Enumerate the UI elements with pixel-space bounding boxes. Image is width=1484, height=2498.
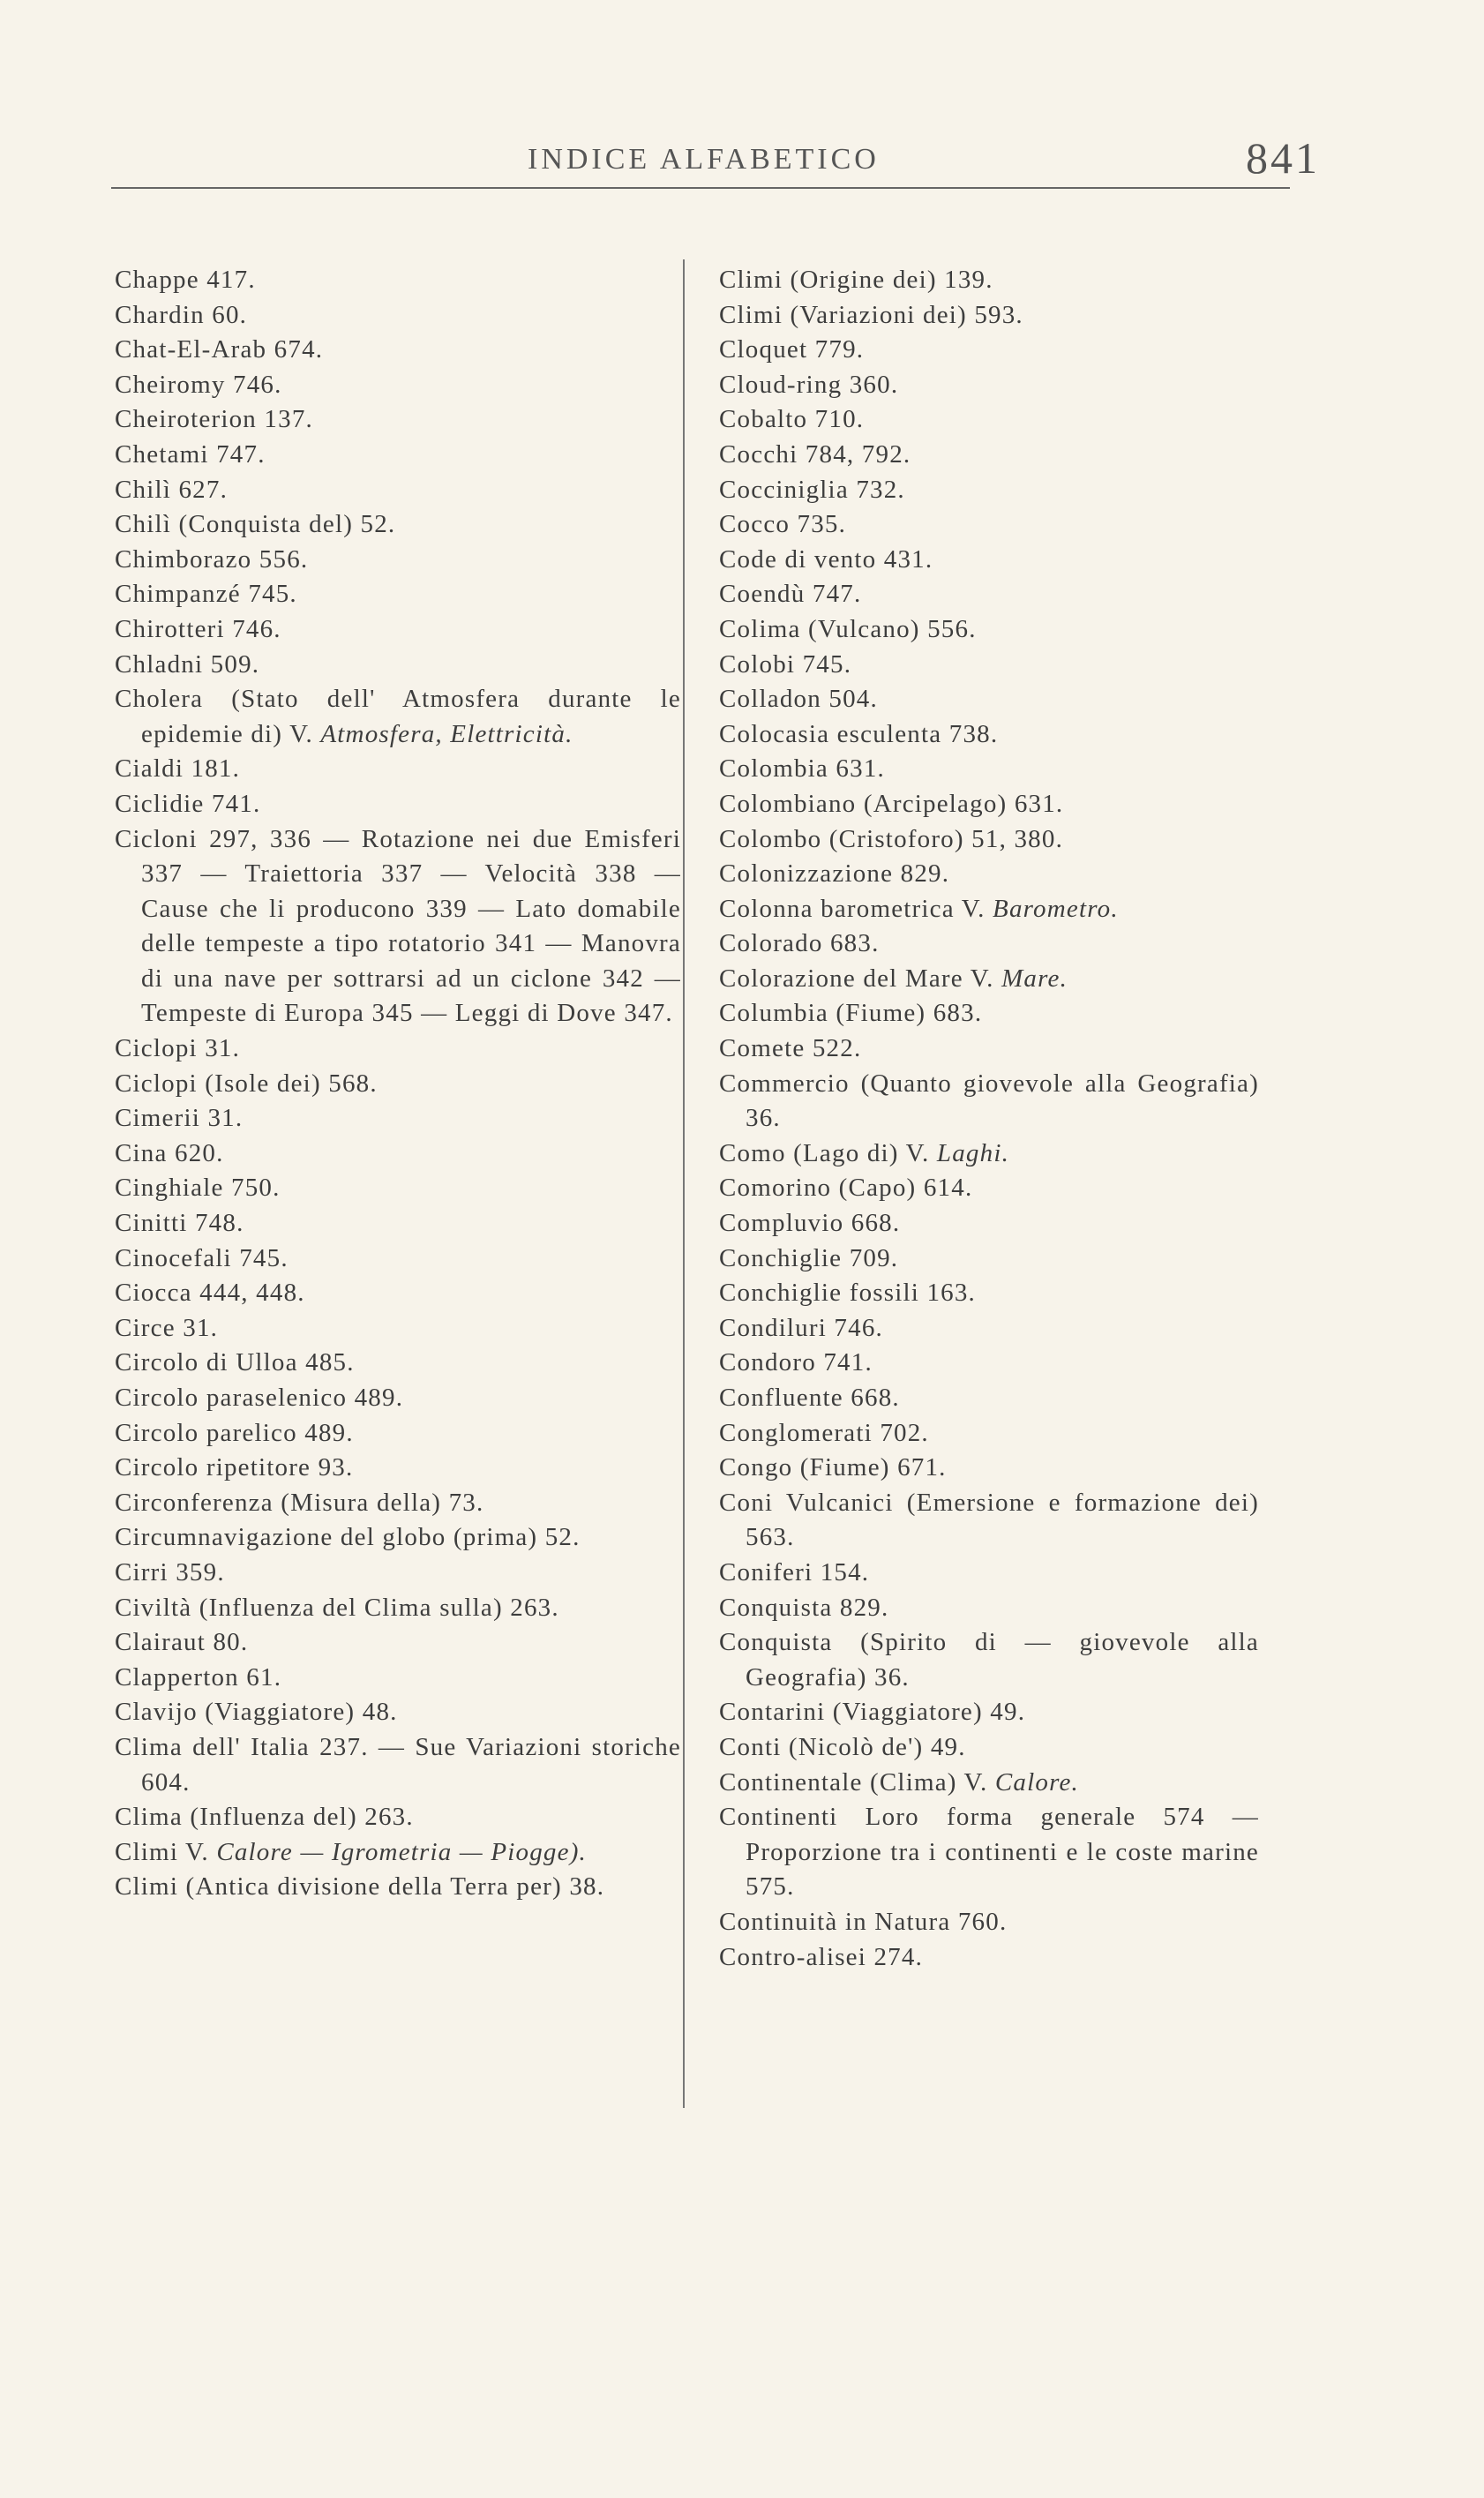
index-entry-text: Colima (Vulcano) 556. [719, 614, 977, 643]
index-entry [719, 333, 1259, 368]
index-entry-text: Condiluri 746. [719, 1313, 883, 1342]
index-entry-crossref: Calore — Igrometria — Piogge). [216, 1837, 587, 1866]
index-column-left [115, 263, 681, 1905]
index-entry-text: Cocchi 784, 792. [719, 439, 911, 469]
index-entry-text: Contro-alisei 274. [719, 1942, 924, 1971]
index-entry-text: Clapperton 61. [115, 1662, 282, 1692]
index-entry [115, 1136, 681, 1172]
index-entry-text: Cirri 359. [115, 1557, 225, 1587]
index-entry-text: Conquista 829. [719, 1593, 889, 1622]
index-entry-text: Circe 31. [115, 1313, 219, 1342]
index-entry-text: Contarini (Viaggiatore) 49. [719, 1698, 1026, 1727]
index-entry-text: Chardin 60. [115, 300, 248, 329]
index-entry-text: Circonferenza (Misura della) 73. [115, 1488, 484, 1517]
index-entry-text: Coendù 747. [719, 580, 862, 609]
index-entry-text: Cimerii 31. [115, 1104, 244, 1133]
index-entry [719, 857, 1259, 892]
index-entry-text: Cholera (Stato dell' Atmosfera durante le epidemie di) V. [115, 685, 681, 748]
index-entry [719, 612, 1259, 648]
index-entry [719, 473, 1259, 508]
index-entry-text: Civiltà (Influenza del Clima sulla) 263. [115, 1593, 559, 1622]
index-entry-text: Climi (Antica divisione della Terra per) 38. [115, 1872, 605, 1902]
index-entry-text: Cocciniglia 732. [719, 475, 905, 504]
index-entry [115, 648, 681, 683]
index-entry [115, 682, 681, 752]
index-entry [115, 1661, 681, 1696]
index-entry-text: Cloquet 779. [719, 335, 865, 364]
index-entry-text: Colonna barometrica V. [719, 894, 986, 923]
index-entry [115, 1591, 681, 1626]
index-entry [719, 1416, 1259, 1452]
index-entry-text: Climi (Origine dei) 139. [719, 266, 993, 294]
index-entry-text: Compluvio 668. [719, 1209, 901, 1238]
index-entry [719, 1381, 1259, 1416]
index-entry-text: Cina 620. [115, 1138, 224, 1167]
index-entry [719, 1346, 1259, 1381]
index-entry-text: Colombiano (Arcipelago) 631. [719, 789, 1064, 818]
header-rule [111, 187, 1290, 189]
index-entry [115, 543, 681, 578]
index-entry-text: Chladni 509. [115, 649, 260, 679]
index-entry-text: Cialdi 181. [115, 754, 241, 784]
page-number: 841 [1246, 133, 1320, 183]
running-header-title: INDICE ALFABETICO [528, 143, 880, 176]
index-entry-text: Conquista (Spirito di — giovevole alla Geografia) 36. [719, 1628, 1259, 1692]
index-entry-text: Cobalto 710. [719, 405, 865, 434]
index-entry-text: Condoro 741. [719, 1348, 873, 1377]
index-entry [115, 1241, 681, 1277]
index-entry-text: Conglomerati 702. [719, 1418, 929, 1447]
index-entry [719, 1031, 1259, 1067]
index-entry [115, 1730, 681, 1800]
index-entry-text: Chilì 627. [115, 475, 229, 504]
index-entry [115, 1800, 681, 1835]
index-entry [115, 1101, 681, 1136]
index-entry-text: Continentale (Clima) V. [719, 1767, 988, 1797]
index-entry-text: Colladon 504. [719, 685, 878, 714]
index-entry-text: Circolo di Ulloa 485. [115, 1348, 355, 1377]
index-entry [115, 1416, 681, 1452]
index-entry [719, 1556, 1259, 1591]
index-entry-text: Ciclopi (Isole dei) 568. [115, 1069, 378, 1098]
index-entry-crossref: Barometro. [993, 894, 1119, 923]
index-entry-text: Coni Vulcanici (Emersione e formazione dei) 563. [719, 1488, 1259, 1552]
index-entry [719, 368, 1259, 403]
index-entry [115, 822, 681, 1032]
index-entry-text: Cinghiale 750. [115, 1174, 281, 1203]
index-entry [115, 1520, 681, 1556]
index-entry-text: Colombia 631. [719, 754, 885, 784]
index-entry-text: Circolo ripetitore 93. [115, 1453, 354, 1482]
index-entry-text: Circumnavigazione del globo (prima) 52. [115, 1523, 581, 1552]
index-entry-text: Clima dell' Italia 237. — Sue Variazioni storiche 604. [115, 1732, 681, 1797]
index-entry-text: Ciocca 444, 448. [115, 1279, 305, 1308]
index-entry-text: Conti (Nicolò de') 49. [719, 1732, 966, 1761]
index-entry-text: Coniferi 154. [719, 1557, 870, 1587]
index-entry [719, 1625, 1259, 1695]
index-entry [115, 438, 681, 473]
index-entry-text: Conchiglie fossili 163. [719, 1279, 977, 1308]
index-entry [719, 1940, 1259, 1976]
index-entry-text: Comete 522. [719, 1034, 862, 1063]
index-entry-crossref: Mare. [1001, 964, 1068, 993]
index-entry [115, 1031, 681, 1067]
index-entry [719, 682, 1259, 717]
index-entry [719, 1730, 1259, 1766]
index-entry [115, 1381, 681, 1416]
index-entry [115, 1451, 681, 1486]
index-entry [115, 473, 681, 508]
index-entry [719, 1766, 1259, 1801]
index-entry-text: Chilì (Conquista del) 52. [115, 510, 396, 539]
index-entry [719, 1311, 1259, 1347]
index-entry [719, 577, 1259, 612]
index-entry [115, 298, 681, 334]
index-entry [719, 298, 1259, 334]
index-entry-text: Chimborazo 556. [115, 544, 309, 574]
index-entry-text: Cocco 735. [719, 510, 847, 539]
index-entry-text: Chat-El-Arab 674. [115, 335, 324, 364]
index-entry [115, 577, 681, 612]
index-entry-text: Continuità in Natura 760. [719, 1907, 1008, 1936]
index-entry-text: Chimpanzé 745. [115, 580, 297, 609]
index-entry [719, 1136, 1259, 1172]
index-entry-text: Cinocefali 745. [115, 1243, 289, 1272]
index-entry [719, 1206, 1259, 1241]
index-column-right [719, 263, 1259, 1975]
index-entry-text: Chirotteri 746. [115, 614, 281, 643]
index-entry [115, 1311, 681, 1347]
index-entry [719, 717, 1259, 753]
index-entry-text: Chetami 747. [115, 439, 266, 469]
index-entry [719, 1171, 1259, 1206]
index-entry-text: Cheiroterion 137. [115, 405, 313, 434]
index-entry-crossref: Laghi. [936, 1138, 1010, 1167]
index-entry-text: Circolo paraselenico 489. [115, 1384, 404, 1412]
index-entry [719, 263, 1259, 298]
index-entry-crossref: Calore. [994, 1767, 1080, 1797]
index-entry [115, 612, 681, 648]
index-entry [115, 263, 681, 298]
index-entry [719, 962, 1259, 997]
index-entry [719, 892, 1259, 927]
index-entry [719, 402, 1259, 438]
index-entry [115, 1835, 681, 1871]
index-entry-text: Ciclopi 31. [115, 1034, 241, 1063]
index-entry-text: Cicloni 297, 336 — Rotazione nei due Emisferi 337 — Traiettoria 337 — Velocità 338 — Cause che li producono 339 — Lato domabile delle tempeste a tipo rotatorio 341 — Manovra di una nave per sottrarsi ad un ciclone 342 — Tempeste di Europa 345 — Leggi di Dove 347. [115, 824, 681, 1028]
index-entry-text: Cloud-ring 360. [719, 370, 899, 399]
index-entry-text: Continenti Loro forma generale 574 — Proporzione tra i continenti e le coste marine 575. [719, 1803, 1259, 1902]
index-entry-text: Confluente 668. [719, 1384, 900, 1412]
index-entry-text: Clima (Influenza del) 263. [115, 1803, 414, 1832]
index-entry [115, 1346, 681, 1381]
index-entry [719, 1451, 1259, 1486]
index-entry [719, 1695, 1259, 1730]
index-entry-text: Ciclidie 741. [115, 789, 261, 818]
index-entry [719, 507, 1259, 543]
index-entry-text: Comorino (Capo) 614. [719, 1174, 973, 1203]
index-entry [115, 1276, 681, 1311]
index-entry-text: Cinitti 748. [115, 1209, 244, 1238]
index-entry [719, 926, 1259, 962]
index-entry-text: Commercio (Quanto giovevole alla Geografia) 36. [719, 1069, 1259, 1133]
index-entry-text: Congo (Fiume) 671. [719, 1453, 947, 1482]
index-entry-text: Code di vento 431. [719, 544, 933, 574]
index-entry [719, 1905, 1259, 1940]
index-entry-text: Climi (Variazioni dei) 593. [719, 300, 1023, 329]
index-entry [719, 787, 1259, 822]
index-entry-text: Chappe 417. [115, 266, 256, 294]
index-entry [115, 507, 681, 543]
index-entry-text: Circolo parelico 489. [115, 1418, 354, 1447]
index-entry [719, 822, 1259, 858]
index-entry [719, 438, 1259, 473]
index-entry [115, 333, 681, 368]
index-entry-text: Colombo (Cristoforo) 51, 380. [719, 824, 1064, 853]
index-entry-text: Clavijo (Viaggiatore) 48. [115, 1698, 398, 1727]
index-entry-text: Columbia (Fiume) 683. [719, 999, 983, 1028]
index-entry [115, 1067, 681, 1102]
column-divider [683, 259, 685, 2108]
index-entry-text: Cheiromy 746. [115, 370, 282, 399]
index-entry [115, 1486, 681, 1521]
index-entry [115, 1870, 681, 1905]
index-entry [115, 1625, 681, 1661]
index-entry [115, 402, 681, 438]
index-entry-text: Clairaut 80. [115, 1628, 249, 1657]
index-entry [719, 1276, 1259, 1311]
index-entry-crossref: Atmosfera, Elettricità. [320, 719, 573, 748]
index-entry [115, 1695, 681, 1730]
index-entry [719, 996, 1259, 1031]
index-entry-text: Colorazione del Mare V. [719, 964, 994, 993]
index-entry-text: Colobi 745. [719, 649, 852, 679]
index-entry [719, 1241, 1259, 1277]
index-entry [115, 1171, 681, 1206]
index-entry [115, 1206, 681, 1241]
index-entry-text: Climi V. [115, 1837, 209, 1866]
index-entry-text: Colonizzazione 829. [719, 859, 950, 889]
index-entry [115, 368, 681, 403]
index-entry-text: Como (Lago di) V. [719, 1138, 930, 1167]
index-entry [115, 752, 681, 787]
index-entry [719, 1800, 1259, 1905]
index-entry-text: Colorado 683. [719, 929, 880, 958]
index-entry [115, 1556, 681, 1591]
index-entry-text: Colocasia esculenta 738. [719, 719, 999, 748]
index-entry-text: Conchiglie 709. [719, 1243, 899, 1272]
index-entry [719, 543, 1259, 578]
index-entry [719, 752, 1259, 787]
index-entry [115, 787, 681, 822]
index-entry [719, 1067, 1259, 1136]
index-entry [719, 1486, 1259, 1556]
index-entry [719, 1591, 1259, 1626]
index-entry [719, 648, 1259, 683]
